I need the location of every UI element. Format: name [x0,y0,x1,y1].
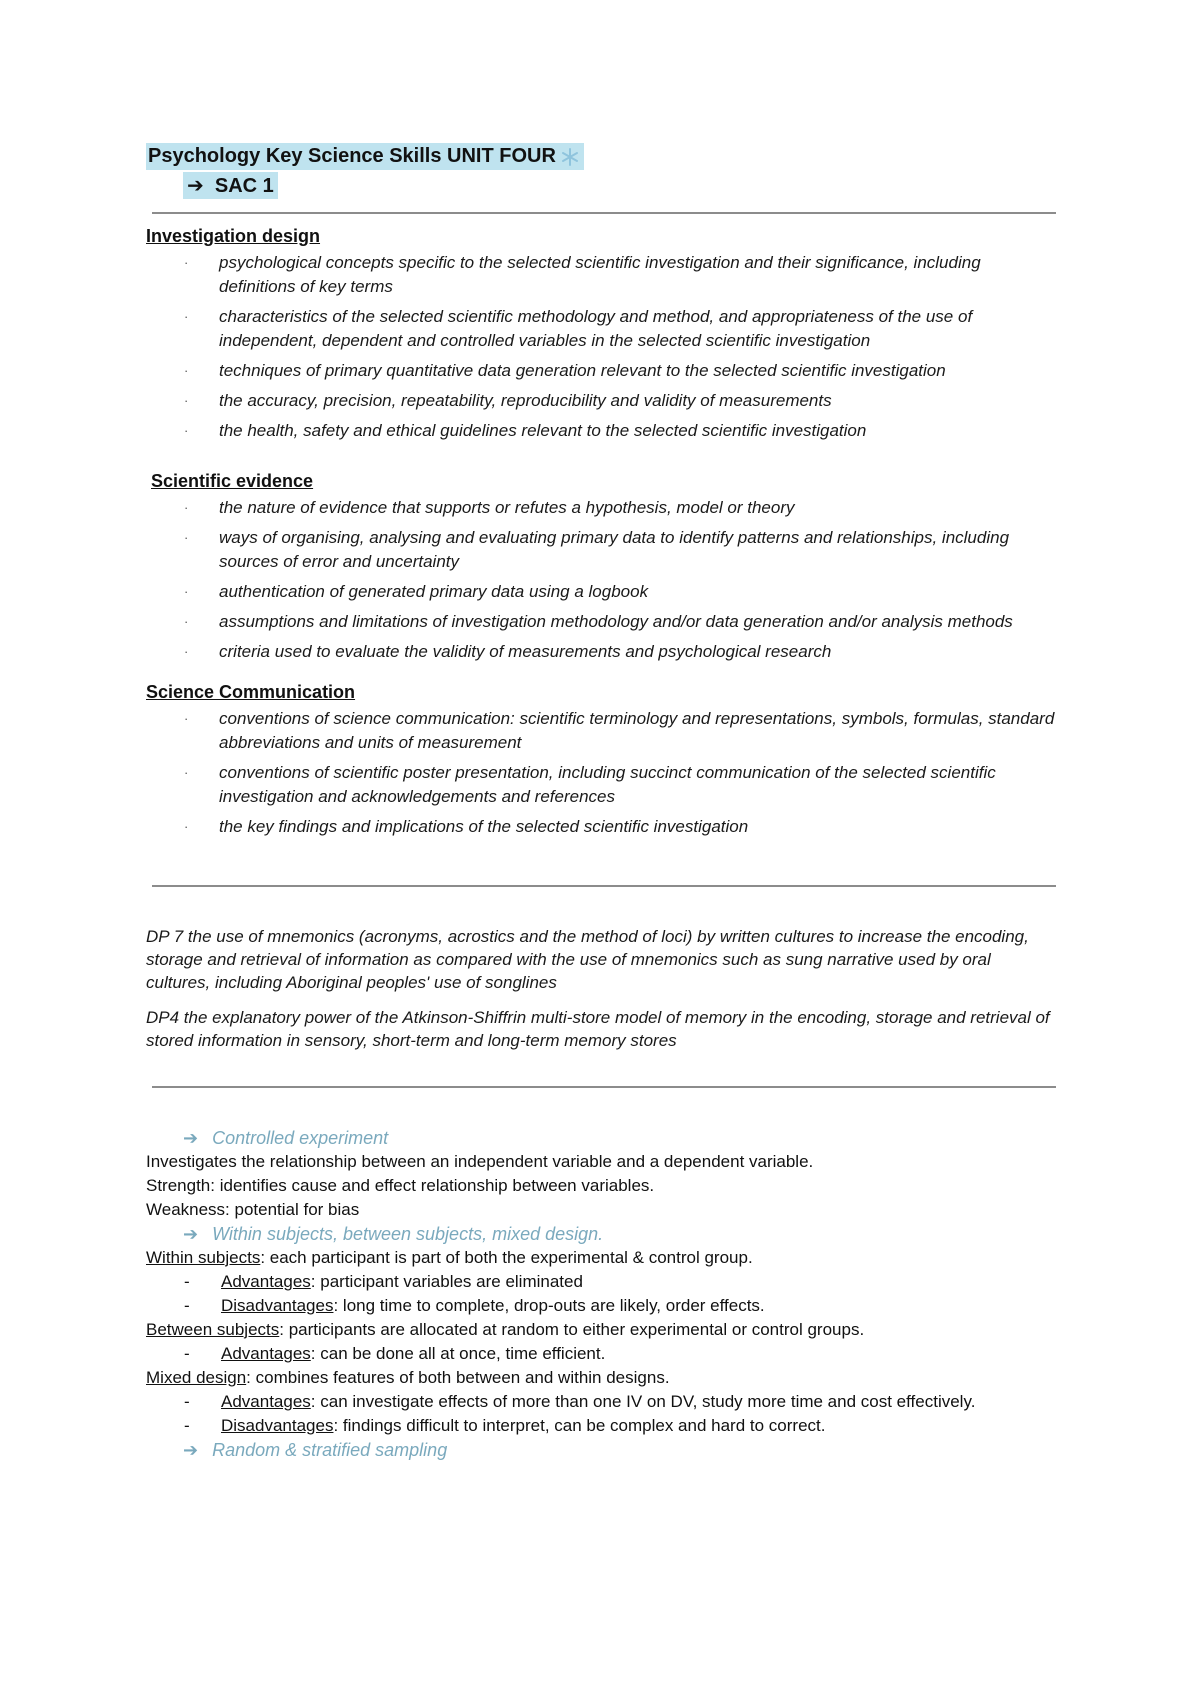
mixed-advantages: - Advantages: can investigate effects of more than one IV on DV, study more time and cost effectively. [184,1392,976,1411]
document-title [146,143,584,170]
list-evidence [146,496,1056,664]
heading-investigation: Investigation design [146,226,321,246]
list-item: · psychological concepts specific to the selected scientific investigation and their significance, including definitions of key terms [184,253,981,296]
heading-communication: Science Communication [146,682,356,702]
list-item: · criteria used to evaluate the validity of measurements and psychological research [184,642,832,661]
list-item: · the accuracy, precision, repeatability, reproducibility and validity of measurements [184,391,832,410]
list-item: · conventions of science communication: scientific terminology and representations, symbols, formulas, standard abbreviations and units of measurement [184,709,1055,752]
between-advantages: - Advantages: can be done all at once, time efficient. [184,1344,606,1363]
subtitle [183,172,278,199]
strength-text: Strength: identifies cause and effect relationship between variables. [146,1176,655,1195]
sampling-heading: ➔ Random & stratified sampling [183,1440,448,1460]
list-investigation [146,251,1056,443]
divider [152,212,1056,214]
list-item: · conventions of scientific poster presentation, including succinct communication of the selected scientific investigation and acknowledgements and references [184,763,996,806]
mixed-design: Mixed design: combines features of both between and within designs. [146,1368,670,1387]
document-page [146,143,1056,1462]
divider [152,1086,1056,1088]
list-item: · ways of organising, analysing and evaluating primary data to identify patterns and relationships, including sources of error and uncertainty [184,528,1010,571]
within-disadvantages: - Disadvantages: long time to complete, drop-outs are likely, order effects. [184,1296,765,1315]
divider [152,885,1056,887]
list-communication [146,707,1056,839]
dp4-paragraph: DP4 the explanatory power of the Atkinson-Shiffrin multi-store model of memory in the encoding, storage and retrieval of stored information in sensory, short-term and long-term memory stores [146,1008,1050,1050]
controlled-definition: Investigates the relationship between an independent variable and a dependent variable. [146,1152,814,1171]
list-item: · techniques of primary quantitative data generation relevant to the selected scientific investigation [184,361,946,380]
list-item: · characteristics of the selected scientific methodology and method, and appropriateness of the use of independent, dependent and controlled variables in the selected scientific investigation [184,307,973,350]
list-item: · the health, safety and ethical guidelines relevant to the selected scientific investigation [184,421,867,440]
heading-evidence: Scientific evidence [151,471,314,491]
within-advantages: - Advantages: participant variables are eliminated [184,1272,583,1291]
mixed-disadvantages: - Disadvantages: findings difficult to interpret, can be complex and hard to correct. [184,1416,826,1435]
arrow-icon: ➔ [187,175,204,197]
list-item: · assumptions and limitations of investigation methodology and/or data generation and/or analysis methods [184,612,1013,631]
list-item: · the nature of evidence that supports or refutes a hypothesis, model or theory [184,498,795,517]
list-item: · authentication of generated primary data using a logbook [184,582,649,601]
designs-heading: ➔ Within subjects, between subjects, mixed design. [183,1224,604,1244]
subtitle-text: SAC 1 [214,175,274,197]
snowflake-icon [560,147,580,167]
between-subjects: Between subjects: participants are allocated at random to either experimental or control groups. [146,1320,865,1339]
dp7-paragraph: DP 7 the use of mnemonics (acronyms, acrostics and the method of loci) by written cultures to increase the encoding, storage and retrieval of information as compared with the use of mnemonics such as sung narrative used by oral cultures, including Aboriginal peoples' use of songlines [146,927,1029,992]
within-subjects: Within subjects: each participant is part of both the experimental & control group. [146,1248,753,1267]
list-item: · the key findings and implications of the selected scientific investigation [184,817,749,836]
weakness-text: Weakness: potential for bias [146,1200,360,1219]
controlled-experiment-heading: ➔ Controlled experiment [183,1128,389,1148]
title-text: Psychology Key Science Skills UNIT FOUR [148,145,556,167]
